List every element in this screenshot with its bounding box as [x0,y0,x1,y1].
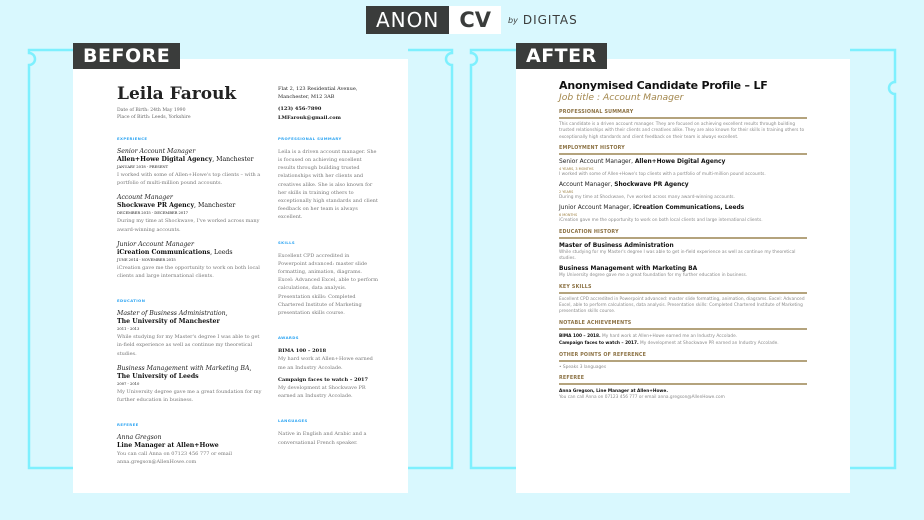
education-item [559,265,807,279]
description: iCreation gave me the opportunity to work on both local clients and large international clients. [559,218,763,224]
summary-section [559,110,807,141]
candidate-name: Leila Farouk [117,84,237,104]
achievement-item [559,340,807,348]
description: My University degree gave me a great foundation for my further education in business. [117,388,262,404]
languages-heading: LANGUAGES [278,418,308,424]
award-desc: My development at Shockwave PR earned an Industry Accolade. [278,385,366,400]
role: Account Manager, [559,182,615,189]
experience-item [117,194,267,233]
awards-heading: AWARDS [278,335,299,341]
before-label: BEFORE [73,43,180,69]
location: , Leeds [210,248,233,256]
award-title: BIMA 100 – 2018 [278,348,327,355]
summary-text: This candidate is a driven account manager. They are focused on achieving excellent results through building trusted relationships with their clients and creatives alike. They are also known for their skills in training others to exceptionally high standards and client feedback on their team is always excellent. [559,122,805,140]
job-line [559,158,807,166]
description: During my time at Shockwave, I've worked across many award-winning accounts. [559,195,735,201]
education-item [117,310,267,358]
personal-details [117,107,191,121]
date-of-birth: Date of Birth: 24th May 1990 [117,108,186,113]
achievements-section [559,321,807,349]
dates: 2011 - 2013 [117,327,140,332]
skills-text: Excellent CPD accredited in Powerpoint advanced: master slide formatting, animation, diagrams. Excel: Advanced Excel, able to perform calculations, data analysis. Presentation skills: Completed Chartered Institute of Marketing presentation skills course. [559,296,805,315]
education-section [559,230,807,280]
dates: JUNE 2014 - NOVEMBER 2015 [117,257,176,262]
before-left-column [117,136,267,474]
logo-brand: DIGITAS [522,13,578,27]
achievements-heading: NOTABLE ACHIEVEMENTS [559,321,807,330]
company: Shockwave PR Agency [117,202,195,210]
skills-heading: KEY SKILLS [559,285,807,294]
other-text: • Speaks 3 languages [559,365,607,371]
before-right-column [278,85,378,447]
summary-text: Leila is a driven account manager. She is focused on achieving excellent results through building trusted relationships with her clients and creatives alike. She is also known for her skills in training others to exceptionally high standards and client feedback on her team is always excellent. [278,148,378,221]
place-of-birth: Place of Birth: Leeds, Yorkshire [117,115,191,120]
phone: (123) 456-7890 [278,106,322,113]
employment-section [559,146,807,225]
experience-item [117,241,267,280]
experience-item [117,148,267,187]
other-heading: OTHER POINTS OF REFERENCE [559,353,807,362]
description: iCreation gave me the opportunity to work on both local clients and large international clients. [117,264,260,280]
school: The University of Leeds [117,372,199,380]
description: During my time at Shockwave, I've worked across many award-winning accounts. [117,218,260,233]
dates: DECEMBER 2015 - DECEMBER 2017 [117,211,188,216]
award-desc: My hard work at Allen+Howe earned me an Industry Accolade. [278,356,373,371]
award-item [278,376,378,401]
referee-heading: REFEREE [559,376,807,385]
duration: 6 MONTHS [559,213,578,218]
achievement-title: Campaign faces to watch – 2017. [559,341,639,347]
degree: Business Management with Marketing BA, [117,364,252,372]
location: , Manchester [194,202,236,210]
description: While studying for my Master's degree I was able to get in-field experience as well as continue my theoretical studies. [559,249,796,262]
education-item [559,242,807,263]
referee-heading: REFEREE [117,422,139,428]
achievement-item [559,333,807,341]
after-body [559,110,807,407]
company: Allen+Howe Digital Agency [117,156,213,163]
company-line [117,249,267,257]
job-line [559,181,807,189]
employment-item [559,204,807,224]
dates: 2007 - 2010 [117,381,140,386]
company: Allen+Howe Digital Agency [634,158,726,165]
description: While studying for my Master's degree I was able to get in-field experience as well as continue my theoretical studies. [117,334,260,357]
description: I worked with some of Allen+Howe's top clients with a portfolio of multi-million pound accounts. [559,171,766,177]
role: Senior Account Manager [117,148,196,155]
other-section [559,353,807,371]
location: , Manchester [212,156,254,163]
logo-anon: ANON [366,6,449,34]
referee-item [117,434,267,466]
school: The University of Manchester [117,318,220,326]
achievement-desc: My development at Shockwave PR earned an Industry Accolade. [638,341,779,347]
role: Junior Account Manager, [559,205,633,212]
company: Shockwave PR Agency [614,182,689,189]
job-line [559,204,807,212]
degree: Master of Business Administration, [117,310,228,318]
experience-heading: EXPERIENCE [117,136,148,141]
languages-text: Native in English and Arabic and a conversational French speaker. [278,431,367,446]
duration: 4 YEARS, 3 MONTHS [559,166,594,171]
summary-heading: PROFESSIONAL SUMMARY [278,135,342,141]
referee-title: Line Manager at Allen+Howe [117,442,219,450]
dates: JANUARY 2018 - PRESENT [117,165,169,169]
employment-item [559,181,807,201]
referee-section [559,376,807,401]
logo-by: by [508,15,518,25]
skills-section [559,285,807,316]
description: My University degree gave me a great foundation for my further education in business. [559,273,748,279]
logo-cv: CV [449,6,501,34]
skills-text: Excellent CPD accredited in Powerpoint advanced: master slide formatting, animation, diagrams. Excel: Advanced Excel, able to perform calculations, data analysis. Presentation skills: Completed Chartered Institute of Marketing presentation skills course. [278,252,378,317]
email: LMFarouk@gmail.com [278,114,341,121]
address-line-1: Flat 2, 123 Residential Avenue, [278,86,358,92]
degree: Master of Business Administration [559,242,674,249]
role: Account Manager [117,194,173,202]
company-line [117,156,267,164]
education-item [117,365,267,404]
achievement-desc: My hard work at Allen+Howe earned me an Industry Accolade. [600,333,738,339]
referee-name: Anna Gregson, Line Manager at Allen+Howe. [559,389,668,395]
role: Senior Account Manager, [559,158,635,165]
award-item [278,347,378,372]
referee-name: Anna Gregson [117,434,162,442]
education-heading: EDUCATION [117,298,146,304]
referee-contact: You can call Anna on 07123 456 777 or email anna.gregson@AllenHowe.com [117,451,232,466]
after-label: AFTER [516,43,607,69]
employment-heading: EMPLOYMENT HISTORY [559,146,807,155]
employment-item [559,158,807,178]
company: iCreation Communications [117,248,211,256]
education-heading: EDUCATION HISTORY [559,230,807,239]
referee-contact: You can call Anna on 07123 456 777 or email anna.gregson@AllenHowe.com [559,395,725,401]
company-line [117,202,267,210]
award-title: Campaign faces to watch – 2017 [278,376,369,383]
description: I worked with some of Allen+Howe's top clients – with a portfolio of multi-million pound accounts. [117,172,261,187]
profile-title: Anonymised Candidate Profile – LF [559,79,768,92]
role: Junior Account Manager [117,240,194,248]
degree: Business Management with Marketing BA [559,266,698,273]
company: iCreation Communications, Leeds [632,205,745,212]
summary-heading: PROFESSIONAL SUMMARY [559,110,807,119]
achievement-title: BIMA 100 – 2018. [559,333,601,339]
skills-heading: SKILLS [278,239,296,245]
duration: 2 YEARS [559,190,574,195]
address-line-2: Manchester, M12 3AB [278,94,335,101]
job-title: Job title : Account Manager [559,92,684,103]
